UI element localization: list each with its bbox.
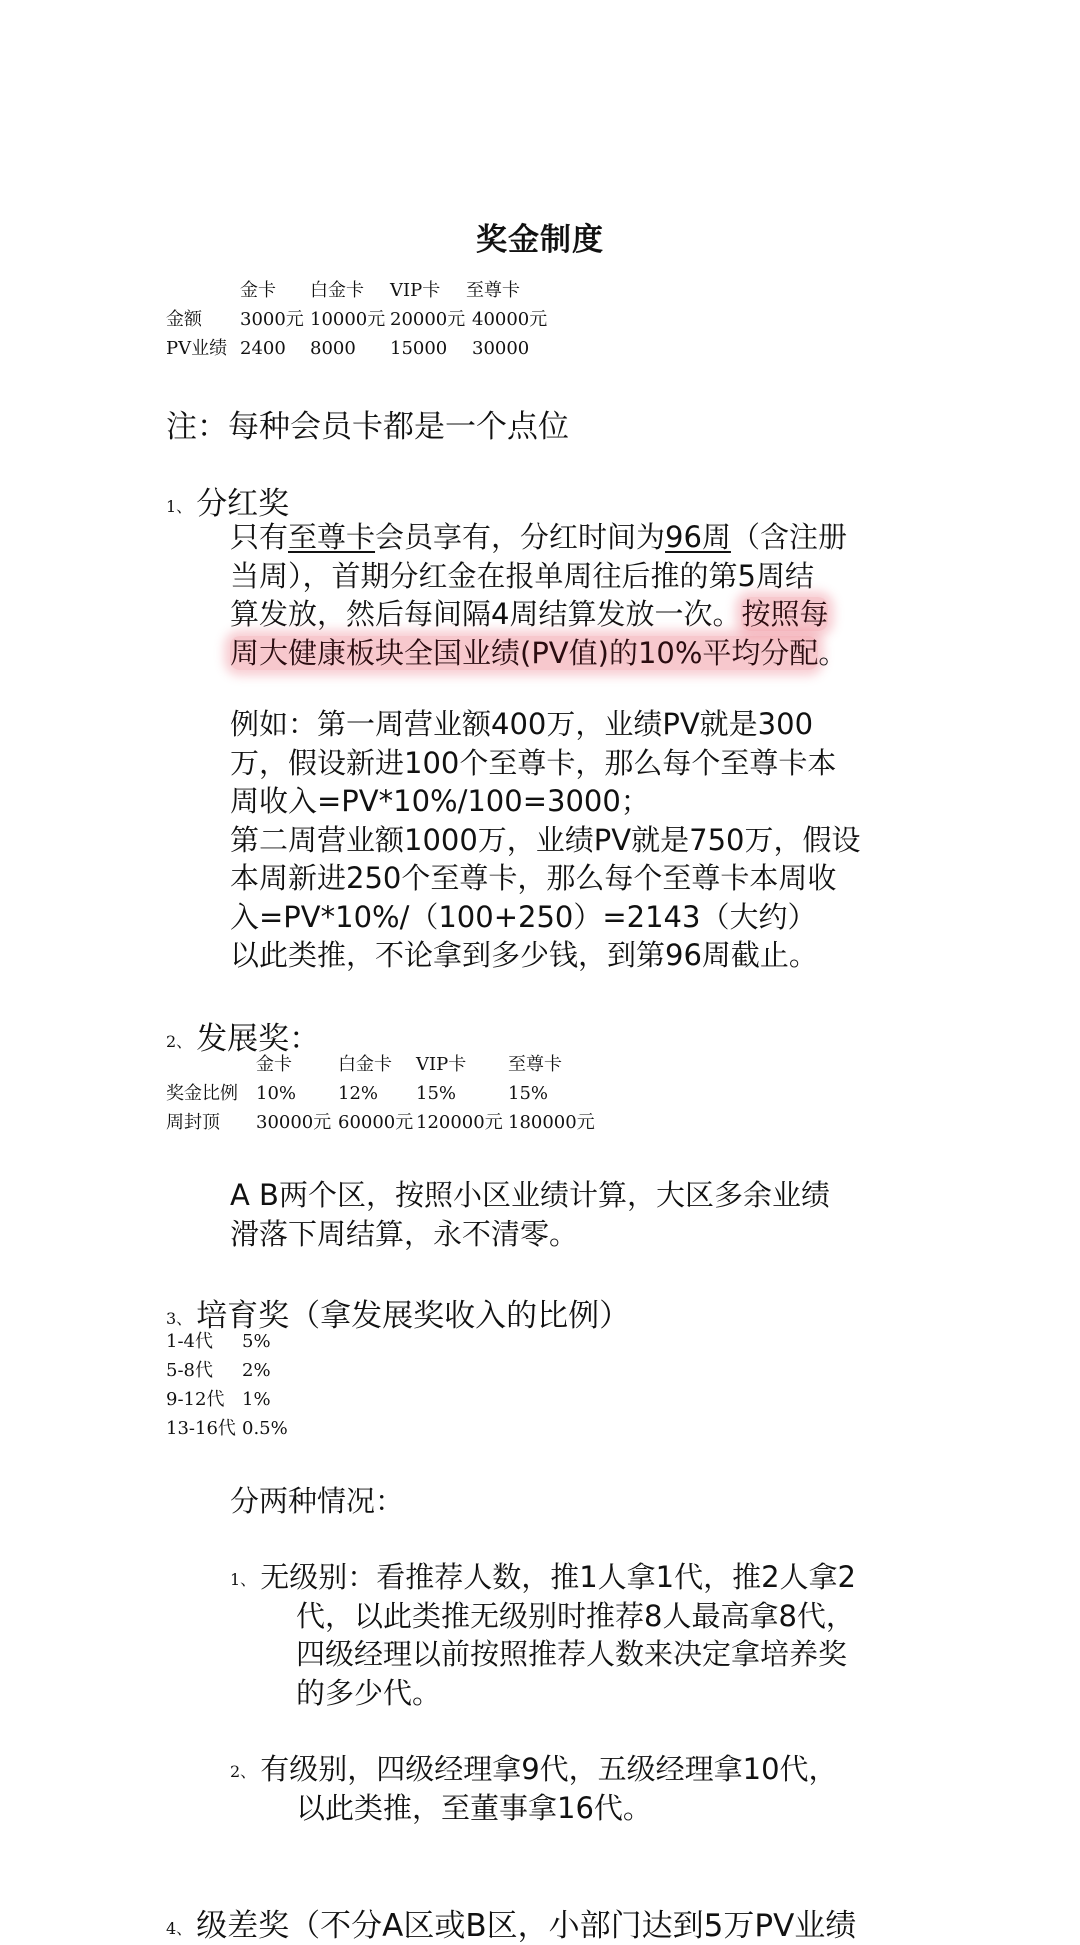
example-line: 本周新进250个至尊卡，那么每个至尊卡本周收 [230, 861, 837, 895]
highlighted-text: 周大健康板块全国业绩(PV值)的10%平均分配 [230, 635, 819, 670]
generation-label: 5-8代 [166, 1360, 213, 1381]
section-4-text: 级差奖（不分A区或B区，小部门达到5万PV业绩 [196, 1908, 857, 1944]
card-table-row [166, 334, 586, 363]
card-table-cell: 10000元 [310, 309, 386, 330]
generation-label: 13-16代 [166, 1418, 236, 1439]
paragraph-line: 当周），首期分红金在报单周往后推的第5周结 [230, 558, 814, 593]
card-table-header: VIP卡 [390, 280, 441, 301]
case-text: 无级别：看推荐人数，推1人拿1代，推2人拿2 [260, 1560, 856, 1594]
case-1-number: 1、 [230, 1570, 257, 1589]
development-table-cell: 15% [416, 1083, 457, 1104]
text-segment: 算发放，然后每间隔4周结算发放一次。 [230, 597, 742, 631]
development-table-cell: 180000元 [508, 1112, 595, 1133]
generation-rate: 0.5% [242, 1418, 288, 1439]
paragraph-line [230, 518, 847, 557]
generation-label: 1-4代 [166, 1331, 213, 1352]
example-line: 入=PV*10%/（100+250）=2143（大约） [230, 899, 817, 934]
generation-label: 9-12代 [166, 1389, 225, 1410]
case-line [230, 1558, 856, 1597]
generation-rate: 2% [242, 1360, 271, 1381]
paragraph-line: A B两个区，按照小区业绩计算，大区多余业绩 [230, 1178, 830, 1212]
section-1-heading [166, 478, 289, 523]
cases-intro: 分两种情况： [230, 1484, 405, 1518]
generation-row [166, 1414, 326, 1443]
section-2-paragraph [230, 1176, 830, 1253]
case-line: 四级经理以前按照推荐人数来决定拿培养奖 [296, 1637, 848, 1671]
section-1-paragraph [230, 518, 847, 672]
underlined-text: 96周 [665, 520, 731, 554]
case-line: 的多少代。 [296, 1675, 442, 1710]
section-1-number: 1、 [166, 497, 193, 516]
case-2 [230, 1750, 838, 1827]
case-2-number: 2、 [230, 1762, 257, 1781]
development-table-cell: 12% [338, 1083, 379, 1104]
development-table-cell: 15% [508, 1083, 549, 1104]
card-table-row-label: PV业绩 [166, 338, 228, 359]
section-4-heading-partial [166, 1900, 856, 1945]
card-table-header-row [166, 276, 586, 305]
card-table-cell: 2400 [240, 338, 286, 359]
development-table-header: 白金卡 [338, 1054, 392, 1075]
paragraph-line: 滑落下周结算，永不清零。 [230, 1216, 579, 1251]
development-table-cell: 30000元 [256, 1112, 332, 1133]
development-table-row-label: 奖金比例 [166, 1083, 238, 1104]
section-3-number: 3、 [166, 1309, 193, 1328]
generation-rate: 1% [242, 1389, 271, 1410]
highlighted-text: 按照每 [741, 597, 829, 631]
card-table-cell: 8000 [310, 338, 356, 359]
development-table-header-row [166, 1050, 606, 1079]
card-table-cell: 3000元 [240, 309, 304, 330]
document-title: 奖金制度 [476, 222, 604, 258]
case-1 [230, 1558, 856, 1712]
card-table-row [166, 305, 586, 334]
development-table-cell: 60000元 [338, 1112, 414, 1133]
section-1-example [230, 705, 860, 975]
generation-row [166, 1385, 326, 1414]
card-table-cell: 40000元 [472, 309, 548, 330]
example-line: 以此类推，不论拿到多少钱，到第96周截止。 [230, 938, 818, 972]
section-1-title: 分红奖 [196, 486, 290, 522]
development-table-row-label: 周封顶 [166, 1112, 220, 1133]
case-line [230, 1750, 838, 1789]
example-line: 第二周营业额1000万，业绩PV就是750万，假设 [230, 822, 861, 857]
text-segment: 会员享有，分红时间为 [375, 520, 666, 554]
card-table-cell: 15000 [390, 338, 448, 359]
generation-row [166, 1356, 326, 1385]
example-line: 周收入=PV*10%/100=3000； [230, 784, 650, 818]
card-table [166, 276, 586, 363]
note-text: 注：每种会员卡都是一个点位 [166, 409, 569, 445]
section-2-title: 发展奖： [196, 1021, 321, 1057]
underlined-text: 至尊卡 [288, 520, 376, 554]
generation-rate-list [166, 1327, 326, 1443]
development-table-header: VIP卡 [416, 1054, 467, 1075]
section-2-number: 2、 [166, 1032, 193, 1051]
development-table-cell: 120000元 [416, 1112, 503, 1133]
card-table-header: 金卡 [240, 280, 276, 301]
text-segment: 只有 [230, 520, 289, 554]
generation-rate: 5% [242, 1331, 271, 1352]
card-table-header: 至尊卡 [466, 280, 520, 301]
development-table-row [166, 1079, 606, 1108]
card-table-cell: 20000元 [390, 309, 466, 330]
development-table-row [166, 1108, 606, 1137]
example-line: 例如：第一周营业额400万，业绩PV就是300 [230, 707, 814, 741]
example-line: 万，假设新进100个至尊卡，那么每个至尊卡本 [230, 745, 837, 780]
section-3-title: 培育奖（拿发展奖收入的比例） [196, 1298, 631, 1334]
card-table-header: 白金卡 [310, 280, 364, 301]
case-line: 代，以此类推无级别时推荐8人最高拿8代， [296, 1598, 855, 1633]
development-table-header: 金卡 [256, 1054, 292, 1075]
case-text: 有级别，四级经理拿9代，五级经理拿10代， [260, 1752, 838, 1786]
card-table-row-label: 金额 [166, 309, 202, 330]
paragraph-line [230, 634, 847, 673]
section-4-number: 4、 [166, 1919, 193, 1938]
card-table-cell: 30000 [472, 338, 530, 359]
text-segment: （含注册 [730, 520, 847, 554]
development-award-table [166, 1050, 606, 1137]
development-table-header: 至尊卡 [508, 1054, 562, 1075]
generation-row [166, 1327, 326, 1356]
paragraph-line [230, 595, 847, 634]
text-segment: 。 [818, 635, 848, 670]
case-line: 以此类推，至董事拿16代。 [296, 1790, 652, 1825]
development-table-cell: 10% [256, 1083, 297, 1104]
